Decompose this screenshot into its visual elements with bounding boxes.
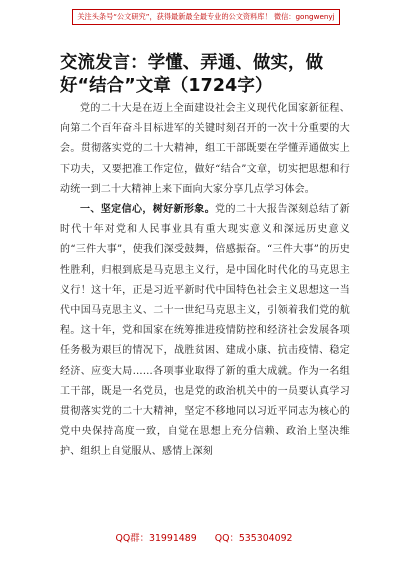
paragraph-section-1 (60, 200, 350, 463)
paragraph-text: 党的二十大是在迈上全面建设社会主义现代化国家新征程、向第二个百年奋斗目标进军的关键时刻召开的一次十分重要的大会。贯彻落实党的二十大精神，组工干部既要在学懂弄通做实上下功夫，又要把准工作定位，做好“结合”文章，切实把思想和行动统一到二十大精神上来下面向大家分享几点学习体会。 (60, 103, 350, 195)
qq-group-number: QQ群：31991489 (115, 533, 197, 544)
document-body (60, 99, 350, 463)
footer-contact (0, 532, 408, 546)
qq-number: QQ：535304092 (214, 533, 293, 544)
paragraph-intro (60, 99, 350, 200)
paragraph-text: 党的二十大报告深刻总结了新时代十年对党和人民事业具有重大现实意义和深远历史意义的“三件大事”，使我们深受鼓舞，倍感振奋。“三件大事”的历史性胜利，归根到底是马克思主义行，是中国化时代化的马克思主义行！这十年，正是习近平新时代中国特色社会主义思想这一当代中国马克思主义、二十一世纪马克思主义，引领着我们党的航程。这十年，党和国家在统筹推进疫情防控和经济社会发展各项任务极为艰巨的情况下，战胜贫困、建成小康、抗击疫情、稳定经济、应变大局……各项事业取得了新的重大成就。作为一名组工干部，既是一名党员，也是党的政治机关中的一员要认真学习贯彻落实党的二十大精神，坚定不移地同以习近平同志为核心的党中央保持高度一致，自觉在思想上充分信赖、政治上坚决维护、组织上自觉服从、感情上深刻 (60, 204, 350, 458)
document-title: 交流发言：学懂、弄通、做实，做好“结合”文章（1724字） (60, 53, 324, 96)
section-heading: 一、坚定信心，树好新形象。 (80, 204, 216, 216)
top-banner: 关注头条号“公文研究”，获得最新最全最专业的公文资料库！ 微信：gongwenyj (72, 9, 340, 25)
